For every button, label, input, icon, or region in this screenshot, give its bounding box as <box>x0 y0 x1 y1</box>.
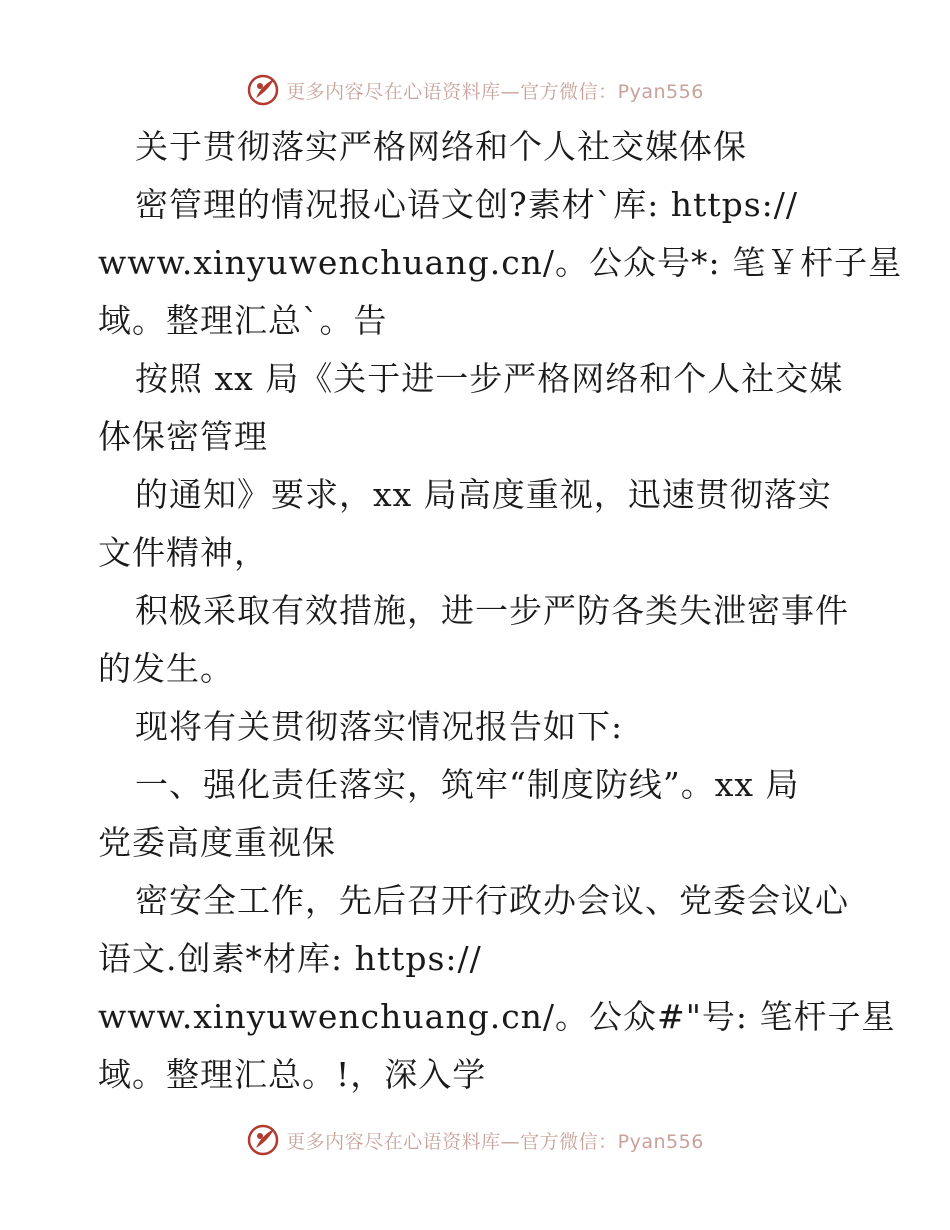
text-line: 关于贯彻落实严格网络和个人社交媒体保 <box>135 127 747 166</box>
text-line: 的通知》要求，xx 局高度重视，迅速贯彻落实 <box>135 475 832 514</box>
text-line: 党委高度重视保 <box>98 823 336 862</box>
text-line: 密安全工作，先后召开行政办会议、党委会议心 <box>135 881 849 920</box>
text-line: 一、强化责任落实，筑牢“制度防线”。xx 局 <box>135 765 800 804</box>
text-line: www.xinyuwenchuang.cn/。公众#"号: 笔杆子星 <box>98 997 896 1036</box>
text-line: 密管理的情况报心语文创?素材`库: https:// <box>135 185 798 224</box>
text-line: 积极采取有效措施，进一步严防各类失泄密事件 <box>135 591 849 630</box>
document-body <box>98 118 903 1104</box>
quill-logo-icon <box>246 73 280 107</box>
text-line: 语文.创素*材库: https:// <box>98 939 482 978</box>
quill-logo-icon <box>246 1123 280 1157</box>
text-line: 现将有关贯彻落实情况报告如下: <box>135 707 624 746</box>
watermark-text: 更多内容尽在心语资料库—官方微信：Pyan556 <box>286 80 704 103</box>
text-line: 域。整理汇总。!，深入学 <box>98 1055 487 1094</box>
text-line: 体保密管理 <box>98 417 268 456</box>
text-line: 的发生。 <box>98 649 234 688</box>
text-line: www.xinyuwenchuang.cn/。公众号*: 笔￥杆子星 <box>98 243 903 282</box>
footer-watermark <box>0 1120 950 1160</box>
text-line: 文件精神， <box>98 533 268 572</box>
header-watermark <box>0 70 950 110</box>
watermark-text: 更多内容尽在心语资料库—官方微信：Pyan556 <box>286 1130 704 1153</box>
text-line: 按照 xx 局《关于进一步严格网络和个人社交媒 <box>135 359 844 398</box>
text-line: 域。整理汇总`。告 <box>98 301 388 340</box>
